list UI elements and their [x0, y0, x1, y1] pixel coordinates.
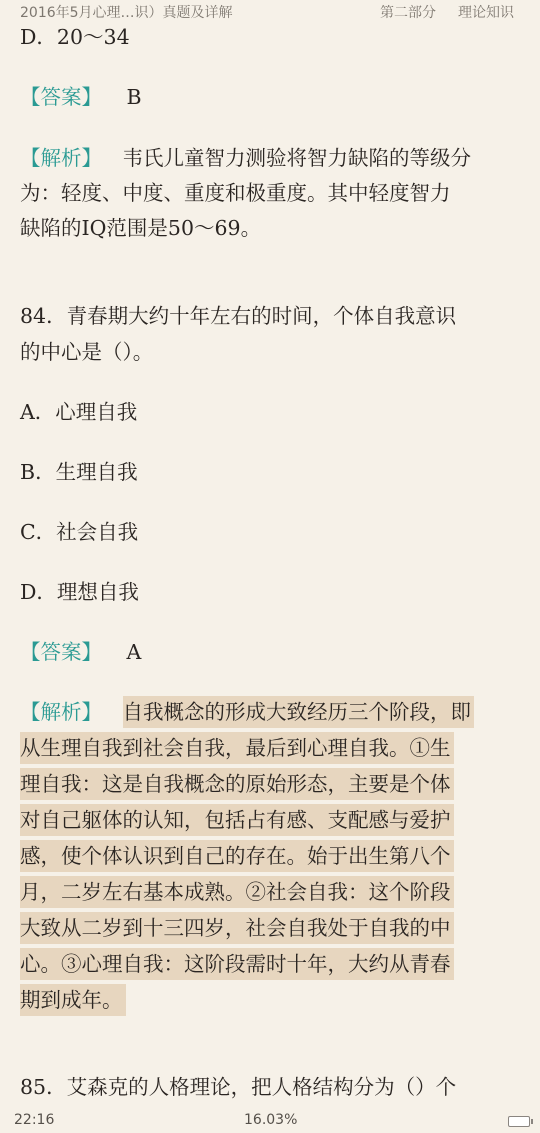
prev-analysis-line-3: 缺陷的IQ范围是50～69。 — [20, 216, 262, 240]
answer-value: A — [126, 640, 142, 664]
option-b[interactable]: B．生理自我 — [20, 460, 138, 484]
highlighted-text[interactable]: 从生理自我到社会自我，最后到心理自我。①生 — [20, 732, 454, 764]
answer-label: 【答案】 — [20, 640, 102, 664]
section-part: 第二部分 — [380, 5, 436, 21]
reading-progress: 16.03% — [244, 1112, 298, 1128]
q84-analysis-line-8 — [20, 947, 454, 977]
book-title: 2016年5月心理…识）真题及详解 — [20, 5, 233, 21]
q84-analysis-line-3 — [20, 767, 454, 797]
highlighted-text[interactable]: 感，使个体认识到自己的存在。始于出生第八个 — [20, 840, 454, 872]
analysis-text: 韦氏儿童智力测验将智力缺陷的等级分 — [122, 146, 472, 170]
analysis-label: 【解析】 — [20, 700, 102, 724]
reader-footer — [0, 1110, 540, 1133]
option-a[interactable]: A．心理自我 — [20, 400, 138, 424]
question-85-line-1: 85．艾森克的人格理论，把人格结构分为（）个 — [20, 1075, 457, 1099]
question-84-line-1: 84．青春期大约十年左右的时间，个体自我意识 — [20, 304, 457, 328]
highlighted-text[interactable]: 对自己躯体的认知，包括占有感、支配感与爱护 — [20, 804, 454, 836]
clock: 22:16 — [14, 1112, 55, 1128]
q84-analysis-line-9 — [20, 983, 126, 1013]
q84-answer-row — [20, 635, 141, 665]
q84-analysis-line-1 — [20, 695, 474, 725]
section-name: 理论知识 — [458, 5, 514, 21]
answer-label: 【答案】 — [20, 85, 102, 109]
answer-value: B — [126, 85, 142, 109]
prev-option-d: D．20～34 — [20, 25, 130, 49]
prev-answer-row — [20, 80, 142, 110]
q84-analysis-line-2 — [20, 731, 454, 761]
analysis-label: 【解析】 — [20, 146, 102, 170]
highlighted-text[interactable]: 理自我：这是自我概念的原始形态，主要是个体 — [20, 768, 454, 800]
question-84-line-2: 的中心是（）。 — [20, 340, 154, 364]
battery-icon — [508, 1116, 530, 1127]
highlighted-text[interactable]: 心。③心理自我：这阶段需时十年，大约从青春 — [20, 948, 454, 980]
prev-analysis-line-2: 为：轻度、中度、重度和极重度。其中轻度智力 — [20, 181, 451, 205]
highlighted-text[interactable]: 期到成年。 — [20, 984, 126, 1016]
q84-analysis-line-5 — [20, 839, 454, 869]
q84-analysis-line-7 — [20, 911, 454, 941]
prev-analysis-line-1 — [20, 141, 471, 171]
q84-analysis-line-4 — [20, 803, 454, 833]
q84-analysis-line-6 — [20, 875, 454, 905]
option-d[interactable]: D．理想自我 — [20, 580, 139, 604]
option-c[interactable]: C．社会自我 — [20, 520, 139, 544]
highlighted-text[interactable]: 月，二岁左右基本成熟。②社会自我：这个阶段 — [20, 876, 454, 908]
reader-header — [0, 0, 540, 22]
highlighted-text[interactable]: 自我概念的形成大致经历三个阶段，即 — [123, 696, 475, 728]
highlighted-text[interactable]: 大致从二岁到十三四岁，社会自我处于自我的中 — [20, 912, 454, 944]
